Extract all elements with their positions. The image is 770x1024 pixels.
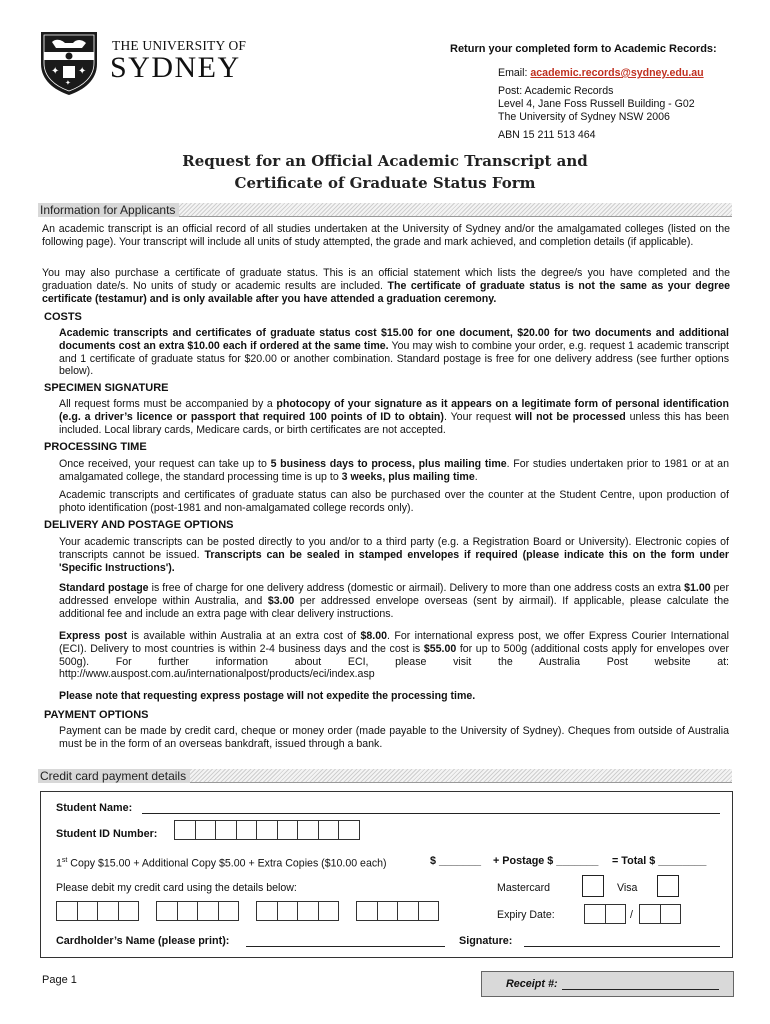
student-id-label: Student ID Number: bbox=[56, 828, 158, 840]
copy-amount-field[interactable]: $ _______ bbox=[430, 855, 482, 867]
expiry-year-cells[interactable] bbox=[639, 904, 680, 924]
processing-a: Once received, your request can take up to bbox=[59, 458, 271, 470]
standard-postage-paragraph bbox=[59, 582, 729, 620]
svg-text:✦: ✦ bbox=[51, 66, 60, 77]
visa-label: Visa bbox=[617, 882, 638, 894]
email-link[interactable]: academic.records@sydney.edu.au bbox=[530, 67, 704, 79]
copy-1: 1 bbox=[56, 857, 62, 870]
info-p2-text: You may also purchase a certificate of graduate status. This is an official statement which lists the degree/s you have completed and the graduation date/s. No units of study or academic results are included. bbox=[42, 267, 730, 292]
std-s1: Standard postage bbox=[59, 582, 149, 594]
visa-checkbox[interactable] bbox=[657, 875, 679, 897]
expiry-label: Expiry Date: bbox=[497, 909, 555, 921]
specimen-b: photocopy of your signature as it appears on a legitimate form of personal identification (e.g. a driver’s licence or passport that required 100 points of ID to obtain) bbox=[59, 398, 729, 423]
exp-e5: $55.00 bbox=[423, 642, 457, 655]
processing-d: 3 weeks, plus mailing time bbox=[341, 470, 475, 483]
student-id-cells[interactable] bbox=[174, 820, 359, 840]
payment-paragraph: Payment can be made by credit card, cheque or money order (made payable to the University of Sydney). Cheques from outside of Australia must be in the form of an overseas bankdraft, issued through a bank. bbox=[59, 725, 729, 750]
card-number-group-2[interactable] bbox=[156, 901, 238, 921]
processing-c: . For studies undertaken prior to 1981 or at an amalgamated college, the standard processing time is up to bbox=[59, 458, 729, 483]
student-name-field[interactable] bbox=[142, 813, 720, 814]
costs-text: You may wish to combine your order, e.g. request 1 academic transcript and 1 certificate of graduate status for $20.00 or another combination. Standard postage is free for one delivery address (see further options below). bbox=[59, 339, 729, 378]
signature-field[interactable] bbox=[524, 946, 720, 947]
crest-icon bbox=[38, 30, 100, 96]
costs-heading: COSTS bbox=[44, 311, 82, 323]
card-number-group-1[interactable] bbox=[56, 901, 138, 921]
receipt-box bbox=[481, 971, 734, 997]
specimen-c: . Your request bbox=[443, 410, 516, 423]
delivery-b: Transcripts can be sealed in stamped envelopes if required (please indicate this on the form under 'Specific Instructions'). bbox=[59, 548, 729, 574]
credit-card-box bbox=[40, 791, 733, 958]
exp-e3: $8.00 bbox=[360, 630, 388, 642]
exp-e4: . For international express post, we offer Express Courier International (ECI). Delivery to most countries is within 2-4 business days and the cost is bbox=[59, 630, 729, 655]
std-s6: per addressed envelope overseas (sent by airmail). If applicable, please calculate the additional fee and include an extra page with clear delivery instructions. bbox=[59, 594, 729, 620]
processing-b: 5 business days to process, plus mailing time bbox=[270, 458, 507, 470]
receipt-field[interactable] bbox=[562, 989, 719, 990]
post-line2: Level 4, Jane Foss Russell Building - G02 bbox=[498, 98, 695, 110]
university-logo bbox=[38, 30, 247, 100]
payment-heading: PAYMENT OPTIONS bbox=[44, 709, 149, 721]
credit-section-title: Credit card payment details bbox=[38, 769, 190, 783]
postage-field[interactable]: + Postage $ _______ bbox=[493, 855, 599, 867]
specimen-d: will not be processed bbox=[515, 410, 626, 423]
delivery-paragraph-1 bbox=[59, 536, 729, 574]
form-title-line1: Request for an Official Academic Transcript and bbox=[182, 152, 588, 170]
specimen-a: All request forms must be accompanied by a bbox=[59, 398, 277, 410]
email-line bbox=[498, 67, 704, 80]
exp-e6: for up to 500g (additional costs apply for envelopes over 500g). For further information about ECI, please visit the Australia Post website at: http://www.auspost.com.au/internationalpost/products/eci/index.asp bbox=[59, 642, 729, 681]
specimen-heading: SPECIMEN SIGNATURE bbox=[44, 382, 169, 394]
specimen-paragraph bbox=[59, 398, 729, 436]
express-post-paragraph bbox=[59, 630, 729, 681]
receipt-label: Receipt #: bbox=[506, 978, 558, 990]
student-name-label: Student Name: bbox=[56, 802, 133, 814]
std-s2: is free of charge for one delivery address (domestic or airmail). Delivery to more than one address costs an extra bbox=[148, 582, 685, 594]
specimen-e: unless this has been included. Local library cards, Medicare cards, or birth certificates are not accepted. bbox=[59, 410, 730, 436]
mastercard-checkbox[interactable] bbox=[582, 875, 604, 897]
form-title-line2: Certificate of Graduate Status Form bbox=[234, 174, 536, 192]
email-label: Email: bbox=[498, 67, 531, 79]
delivery-a: Your academic transcripts can be posted directly to you and/or to a third party (e.g. a Registration Board or University). Electronic copies of transcripts cannot be issued. bbox=[59, 536, 729, 561]
processing-e: . bbox=[474, 470, 478, 483]
cardholder-label: Cardholder’s Name (please print): bbox=[56, 935, 230, 947]
costs-paragraph bbox=[59, 327, 729, 378]
cardholder-field[interactable] bbox=[246, 946, 445, 947]
svg-text:✦: ✦ bbox=[65, 79, 71, 87]
exp-e1: Express post bbox=[59, 630, 127, 642]
info-paragraph-1: An academic transcript is an official record of all studies undertaken at the University of Sydney and/or the amalgamated colleges (listed on the following page). Your transcript will include all units of study attempted, the grade and mark achieved, and completion details (if applicable). bbox=[42, 223, 730, 248]
processing-paragraph-1 bbox=[59, 458, 729, 484]
expiry-slash: / bbox=[630, 909, 633, 921]
logo-line2: SYDNEY bbox=[110, 51, 241, 84]
std-s3: $1.00 bbox=[684, 582, 711, 594]
total-field[interactable]: = Total $ ________ bbox=[612, 855, 707, 867]
credit-section-bar bbox=[38, 769, 732, 783]
delivery-heading: DELIVERY AND POSTAGE OPTIONS bbox=[44, 519, 234, 531]
form-title bbox=[60, 150, 710, 194]
std-s4: per addressed envelope within Australia, and bbox=[59, 582, 729, 607]
debit-text: Please debit my credit card using the details below: bbox=[56, 882, 297, 894]
copy-rest: Copy $15.00 + Additional Copy $5.00 + Extra Copies ($10.00 each) bbox=[67, 857, 387, 870]
svg-text:✦: ✦ bbox=[78, 66, 87, 77]
mastercard-label: Mastercard bbox=[497, 882, 550, 894]
page-number: Page 1 bbox=[42, 974, 77, 986]
post-line1: Post: Academic Records bbox=[498, 85, 614, 97]
express-note: Please note that requesting express postage will not expedite the processing time. bbox=[59, 690, 476, 702]
info-paragraph-2 bbox=[42, 267, 730, 305]
post-line3: The University of Sydney NSW 2006 bbox=[498, 111, 670, 123]
card-number-group-3[interactable] bbox=[256, 901, 338, 921]
return-title: Return your completed form to Academic Records: bbox=[450, 43, 717, 55]
card-number-group-4[interactable] bbox=[356, 901, 438, 921]
copy-sup: st bbox=[61, 857, 68, 864]
info-section-title: Information for Applicants bbox=[38, 203, 179, 217]
processing-heading: PROCESSING TIME bbox=[44, 441, 147, 453]
info-section-bar bbox=[38, 203, 732, 217]
copy-cost-text bbox=[56, 855, 387, 870]
logo-line1: THE UNIVERSITY OF bbox=[112, 38, 247, 53]
info-p2-bold: The certificate of graduate status is not the same as your degree certificate (testamur) and is only available after you have attended a graduation ceremony. bbox=[42, 279, 730, 305]
abn: ABN 15 211 513 464 bbox=[498, 129, 596, 141]
signature-label: Signature: bbox=[459, 935, 513, 947]
expiry-month-cells[interactable] bbox=[584, 904, 625, 924]
costs-bold: Academic transcripts and certificates of graduate status cost $15.00 for one document, $20.00 for two documents and additional documents cost an extra $10.00 each if ordered at the same time. bbox=[59, 327, 729, 352]
std-s5: $3.00 bbox=[267, 594, 295, 607]
exp-e2: is available within Australia at an extra cost of bbox=[126, 630, 361, 642]
processing-paragraph-2: Academic transcripts and certificates of graduate status can also be purchased over the counter at the Student Centre, upon production of photo identification (post-1981 and non-amalgamated college records only). bbox=[59, 489, 729, 514]
